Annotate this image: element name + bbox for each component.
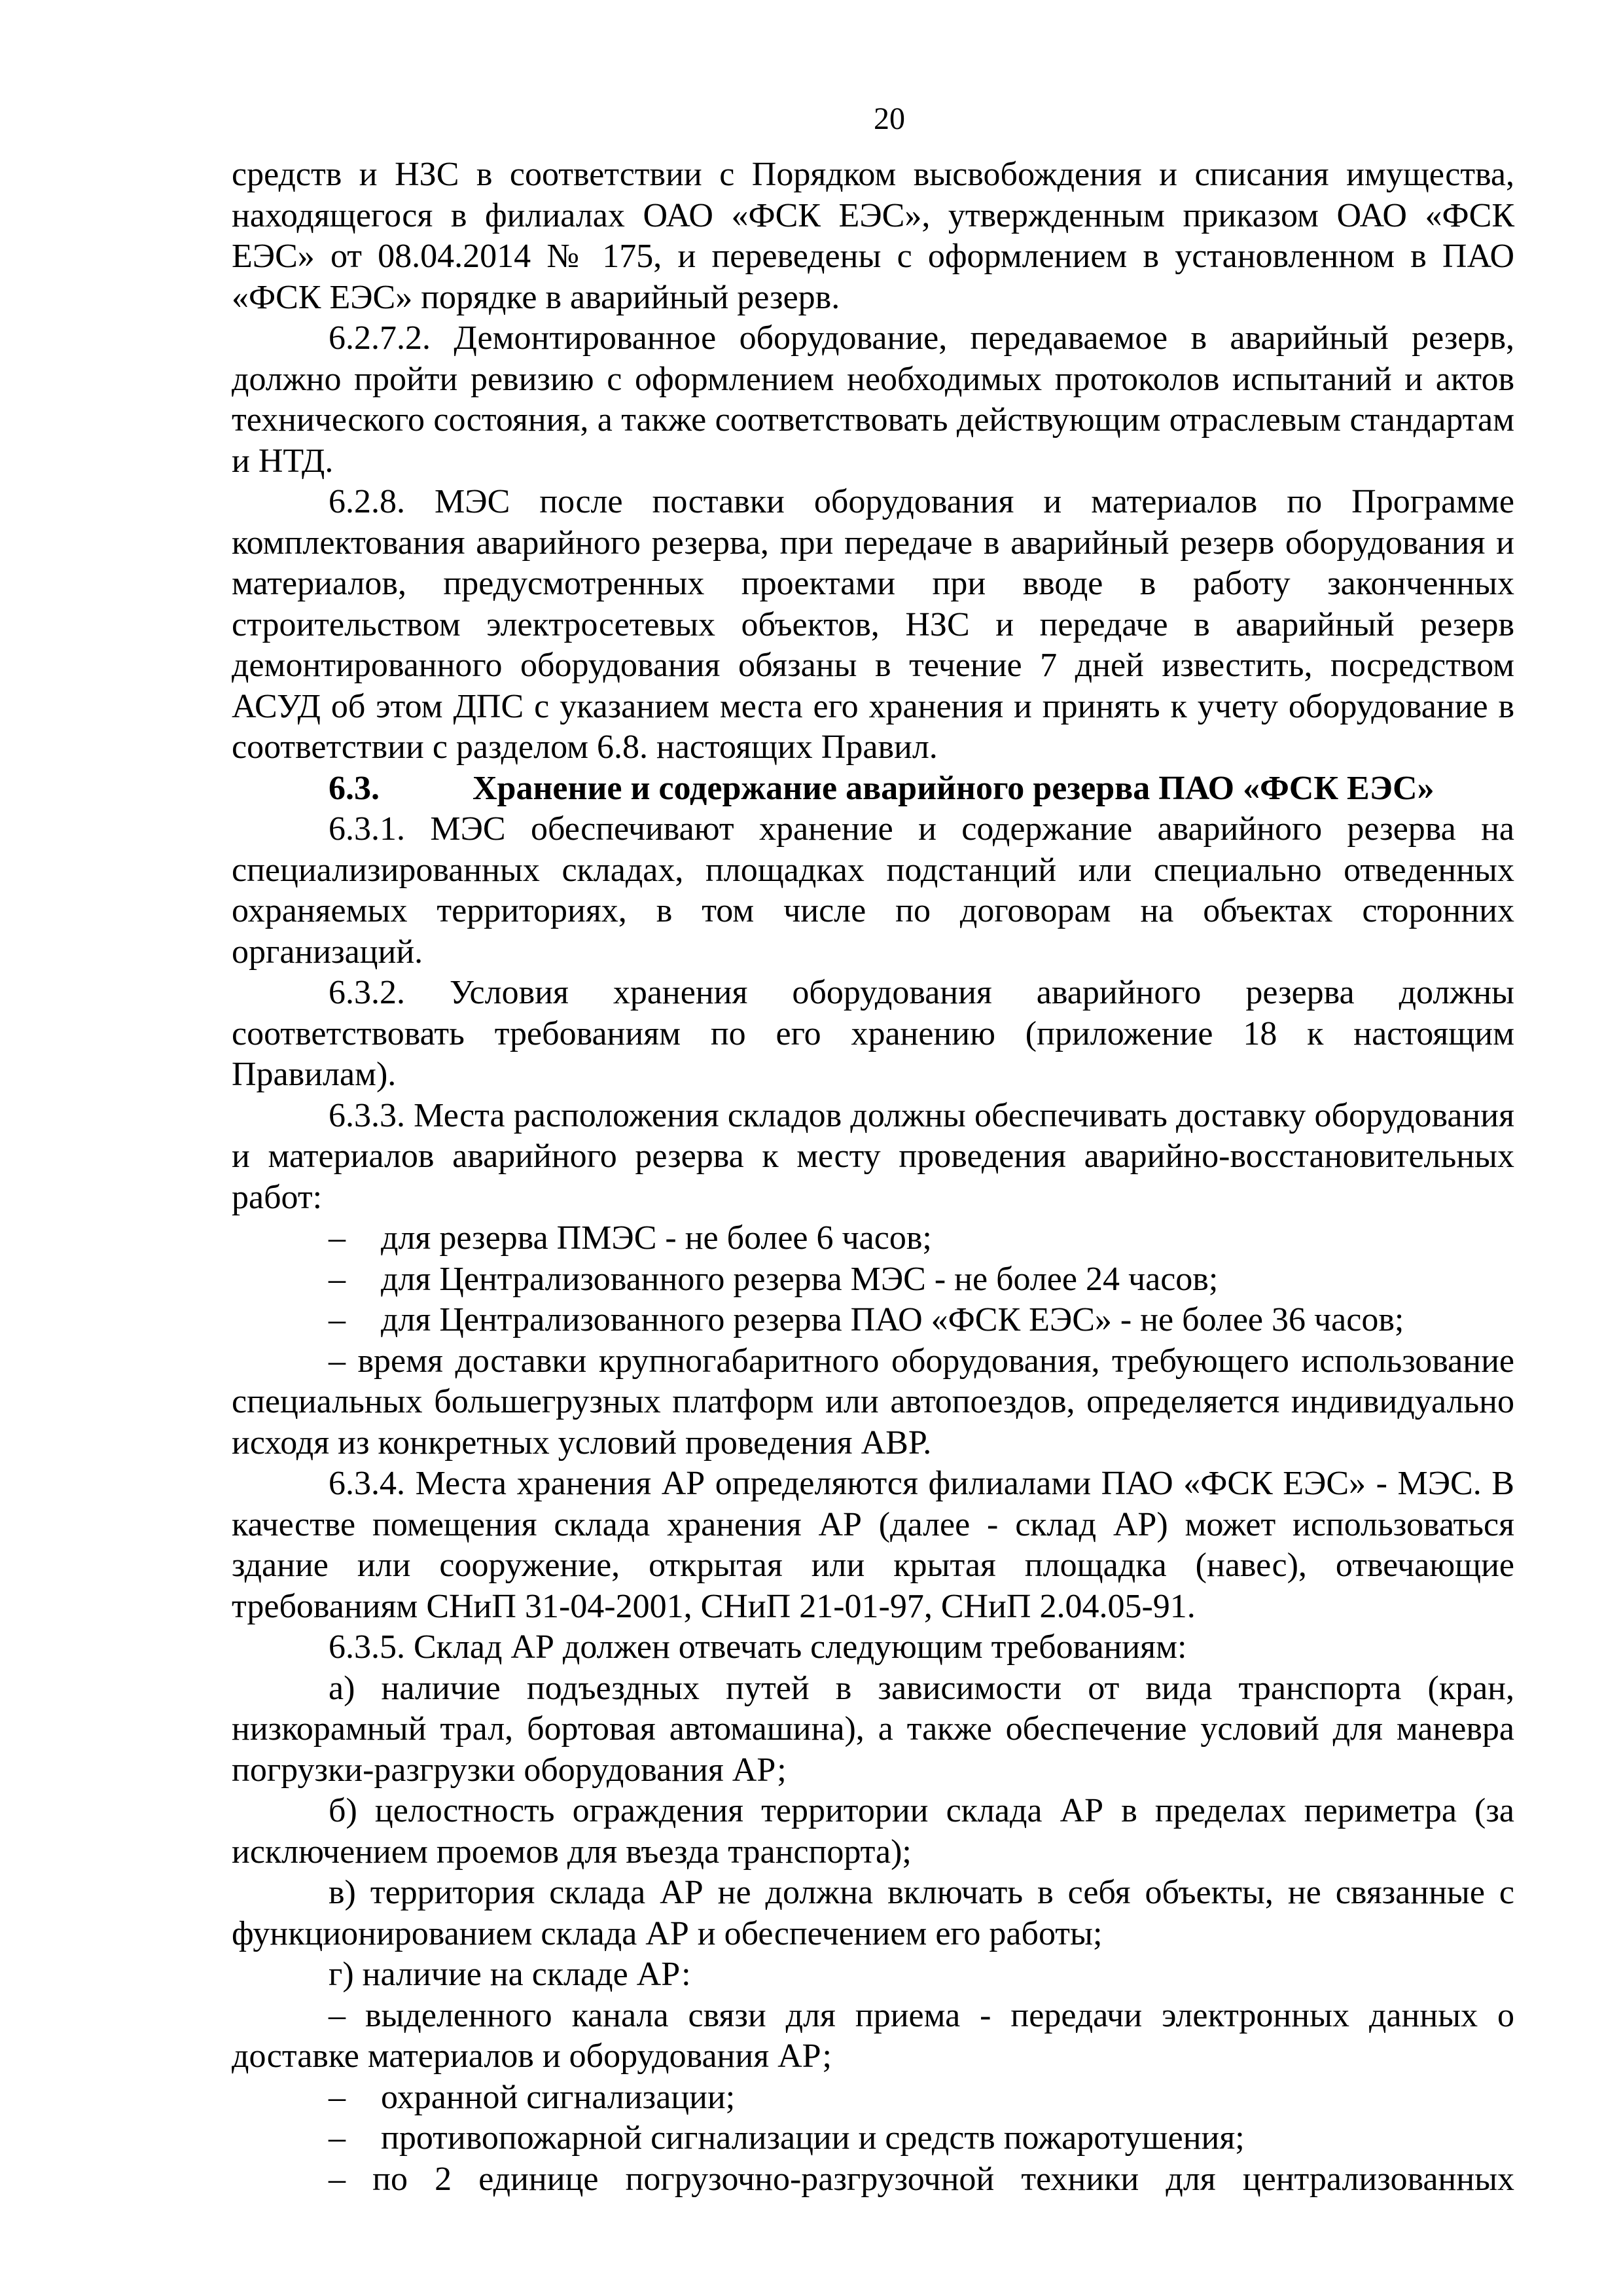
list-item: – охранной сигнализации; [232, 2077, 1514, 2119]
list-item: – для Централизованного резерва МЭС - не более 24 часов; [232, 1259, 1514, 1300]
dash-bullet: – [329, 1996, 346, 2034]
paragraph: 6.3.1. МЭС обеспечивают хранение и содержание аварийного резерва на специализированных складах, площадках подстанций или специально отведенных охраняемых территориях, в том числе по договорам на объектах сторонних организаций. [232, 810, 1514, 971]
list-item: – противопожарной сигнализации и средств пожаротушения; [232, 2118, 1514, 2159]
paragraph: 6.3.5. Склад АР должен отвечать следующим требованиям: [329, 1628, 1187, 1666]
paragraph: 6.3.3. Места расположения складов должны обеспечивать доставку оборудования и материалов аварийного резерва к месту проведения аварийно-восстановительных работ: [232, 1096, 1514, 1216]
paragraph: б) целостность ограждения территории склада АР в пределах периметра (за исключением проемов для въезда транспорта); [232, 1792, 1514, 1871]
dash-bullet: – [329, 1260, 346, 1298]
paragraph: а) наличие подъездных путей в зависимости от вида транспорта (кран, низкорамный трал, бортовая автомашина), а также обеспечение условий для маневра погрузки-разгрузки оборудования АР; [232, 1669, 1514, 1789]
dash-bullet: – [329, 2160, 346, 2198]
list-item: – выделенного канала связи для приема - передачи электронных данных о доставке материалов и оборудования АР; [232, 1996, 1515, 2075]
section-number: 6.3. [329, 769, 380, 807]
dash-bullet: – [329, 2078, 346, 2116]
paragraph: в) территория склада АР не должна включать в себя объекты, не связанные с функционированием склада АР и обеспечением его работы; [232, 1874, 1514, 1952]
list-item: – время доставки крупногабаритного оборудования, требующего использование специальных большегрузных платформ или автопоездов, определяется индивидуально исходя из конкретных условий проведения АВР. [232, 1342, 1514, 1462]
section-heading [232, 768, 1514, 810]
list-item: – для резерва ПМЭС - не более 6 часов; [232, 1218, 1514, 1259]
paragraph: 6.2.8. МЭС после поставки оборудования и материалов по Программе комплектования аварийного резерва, при передаче в аварийный резерв оборудования и материалов, предусмотренных проектами при вводе в работу законченных строительством электросетевых объектов, НЗС и передаче в аварийный резерв демонтированного оборудования обязаны в течение 7 дней известить, посредством АСУД об этом ДПС с указанием места его хранения и принять к учету оборудование в соответствии с разделом 6.8. настоящих Правил. [232, 483, 1514, 766]
dash-bullet: – [329, 1342, 346, 1380]
page-number: 20 [874, 101, 905, 136]
list-item: – по 2 единице погрузочно-разгрузочной техники для централизованных [329, 2160, 1515, 2198]
list-item: – для Централизованного резерва ПАО «ФСК ЕЭС» - не более 36 часов; [232, 1300, 1514, 1341]
dash-bullet: – [329, 2119, 346, 2157]
paragraph: 6.2.7.2. Демонтированное оборудование, передаваемое в аварийный резерв, должно пройти ревизию с оформлением необходимых протоколов испытаний и актов технического состояния, а также соответствовать действующим отраслевым стандартам и НТД. [232, 319, 1514, 480]
body-text [232, 154, 1514, 2200]
dash-bullet: – [329, 1301, 346, 1338]
paragraph: 6.3.2. Условия хранения оборудования аварийного резерва должны соответствовать требованиям по его хранению (приложение 18 к настоящим Правилам). [232, 974, 1514, 1093]
paragraph: г) наличие на складе АР: [329, 1956, 691, 1993]
section-title: Хранение и содержание аварийного резерва ПАО «ФСК ЕЭС» [473, 769, 1435, 807]
paragraph: 6.3.4. Места хранения АР определяются филиалами ПАО «ФСК ЕЭС» - МЭС. В качестве помещения склада хранения АР (далее - склад АР) может использоваться здание или сооружение, открытая или крытая площадка (навес), отвечающие требованиям СНиП 31-04-2001, СНиП 21-01-97, СНиП 2.04.05-91. [232, 1465, 1514, 1625]
dash-bullet: – [329, 1219, 346, 1257]
paragraph: средств и НЗС в соответствии с Порядком высвобождения и списания имущества, находящегося в филиалах ОАО «ФСК ЕЭС», утвержденным приказом ОАО «ФСК ЕЭС» от 08.04.2014 № 175, и переведены с оформлением в установленном в ПАО «ФСК ЕЭС» порядке в аварийный резерв. [232, 156, 1514, 316]
